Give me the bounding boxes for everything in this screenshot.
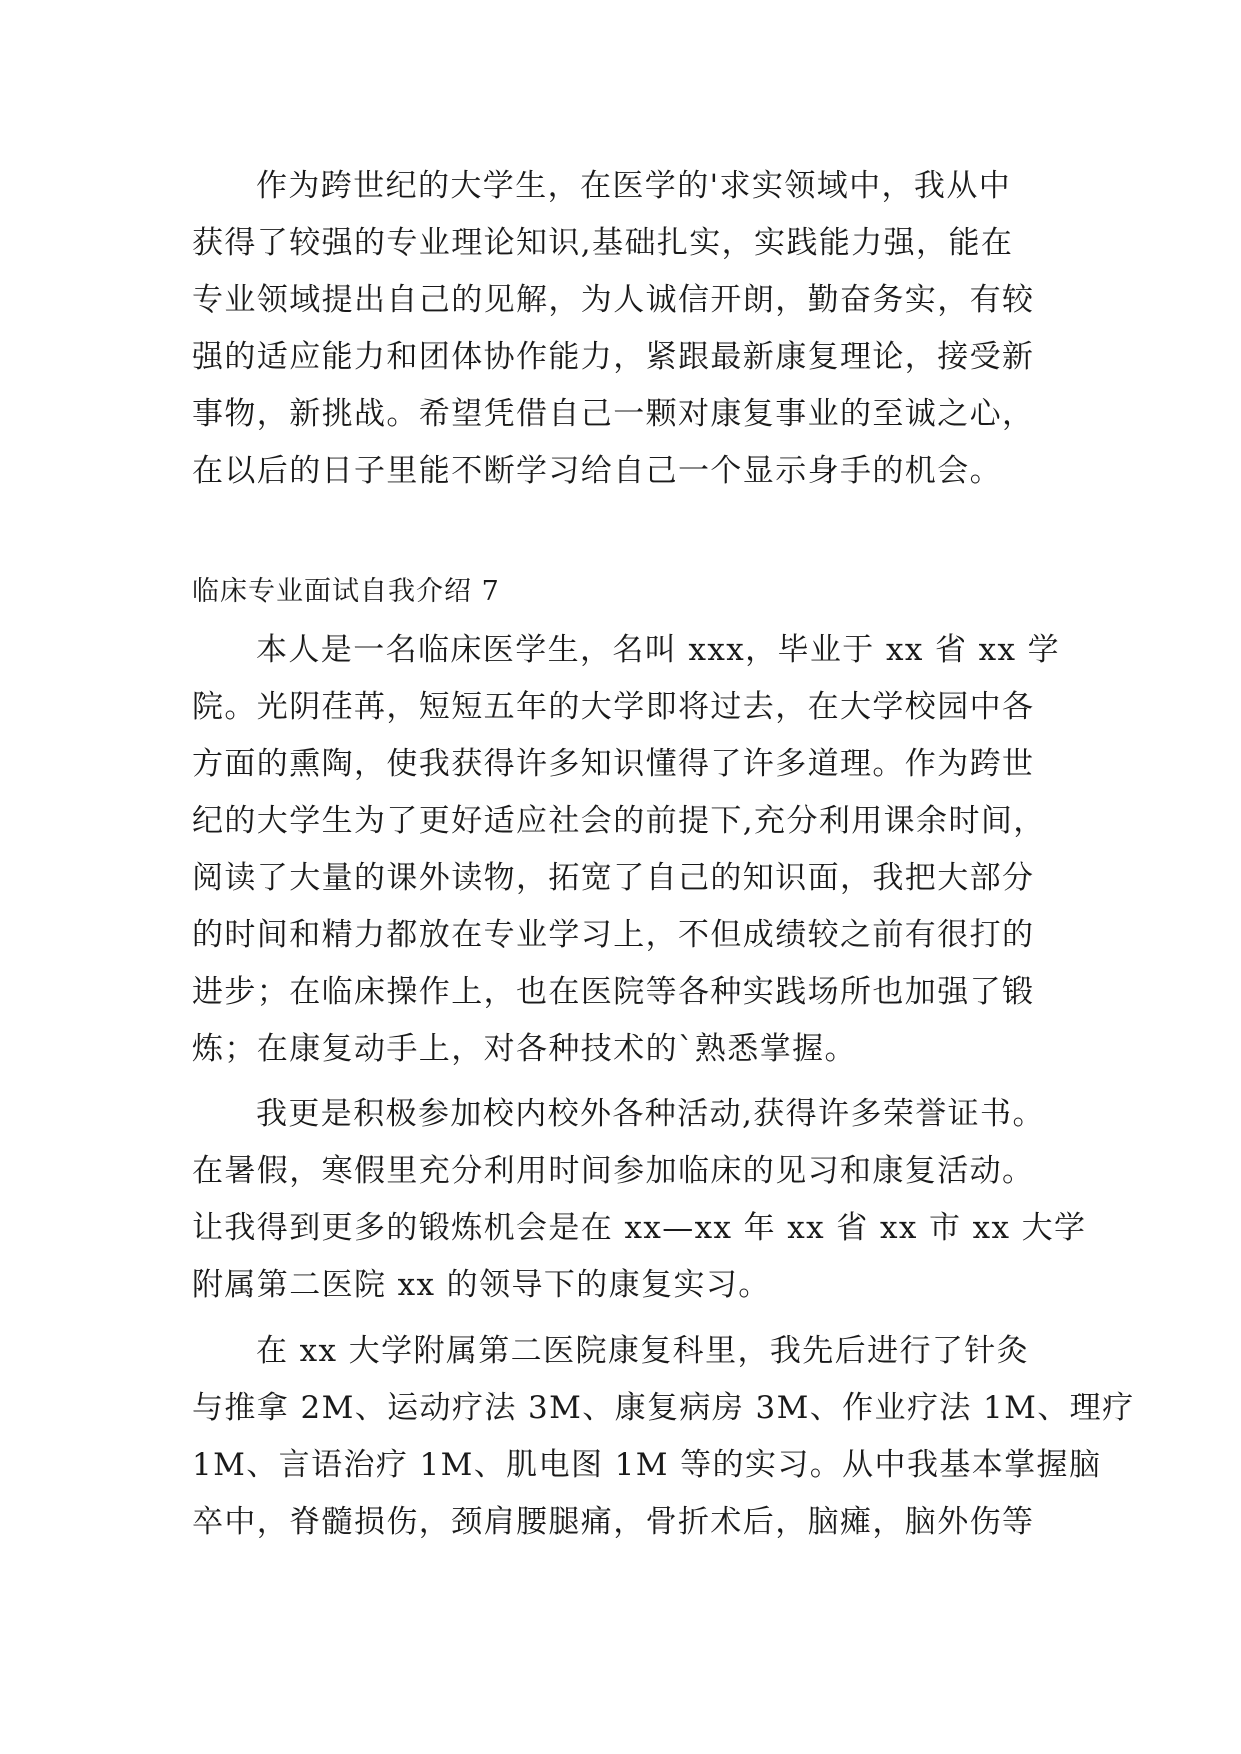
text-line: 在暑假，寒假里充分利用时间参加临床的见习和康复活动。 bbox=[192, 1153, 1035, 1189]
text-line: 卒中，脊髓损伤，颈肩腰腿痛，骨折术后，脑瘫，脑外伤等 bbox=[192, 1504, 1035, 1540]
text-line: 院。光阴荏苒，短短五年的大学即将过去，在大学校园中各 bbox=[192, 689, 1035, 725]
text-line: 获得了较强的专业理论知识,基础扎实，实践能力强，能在 bbox=[192, 225, 1014, 261]
text-line: 纪的大学生为了更好适应社会的前提下,充分利用课余时间， bbox=[192, 803, 1046, 839]
text-line: 阅读了大量的课外读物，拓宽了自己的知识面，我把大部分 bbox=[192, 860, 1035, 896]
text-line: 方面的熏陶，使我获得许多知识懂得了许多道理。作为跨世 bbox=[192, 746, 1035, 782]
text-line: 附属第二医院 xx 的领导下的康复实习。 bbox=[192, 1267, 771, 1303]
text-line: 1M、言语治疗 1M、肌电图 1M 等的实习。从中我基本掌握脑 bbox=[192, 1447, 1102, 1483]
text-line: 炼；在康复动手上，对各种技术的`熟悉掌握。 bbox=[192, 1031, 857, 1067]
text-line: 进步；在临床操作上，也在医院等各种实践场所也加强了锻 bbox=[192, 974, 1035, 1010]
text-line: 让我得到更多的锻炼机会是在 xx—xx 年 xx 省 xx 市 xx 大学 bbox=[192, 1210, 1087, 1246]
text-line: 专业领域提出自己的见解，为人诚信开朗，勤奋务实，有较 bbox=[192, 282, 1035, 318]
text-line: 在以后的日子里能不断学习给自己一个显示身手的机会。 bbox=[192, 453, 1002, 489]
text-line: 与推拿 2M、运动疗法 3M、康复病房 3M、作业疗法 1M、理疗 bbox=[192, 1390, 1135, 1426]
text-line: 作为跨世纪的大学生，在医学的'求实领域中，我从中 bbox=[256, 168, 1012, 204]
text-line: 在 xx 大学附属第二医院康复科里，我先后进行了针灸 bbox=[256, 1333, 1030, 1369]
text-line: 强的适应能力和团体协作能力，紧跟最新康复理论，接受新 bbox=[192, 339, 1035, 375]
text-line: 本人是一名临床医学生，名叫 xxx，毕业于 xx 省 xx 学 bbox=[256, 632, 1061, 668]
section-heading: 临床专业面试自我介绍 7 bbox=[192, 576, 500, 607]
text-line: 事物，新挑战。希望凭借自己一颗对康复事业的至诚之心， bbox=[192, 396, 1035, 432]
text-line: 的时间和精力都放在专业学习上，不但成绩较之前有很打的 bbox=[192, 917, 1035, 953]
text-line: 我更是积极参加校内校外各种活动,获得许多荣誉证书。 bbox=[256, 1096, 1045, 1132]
